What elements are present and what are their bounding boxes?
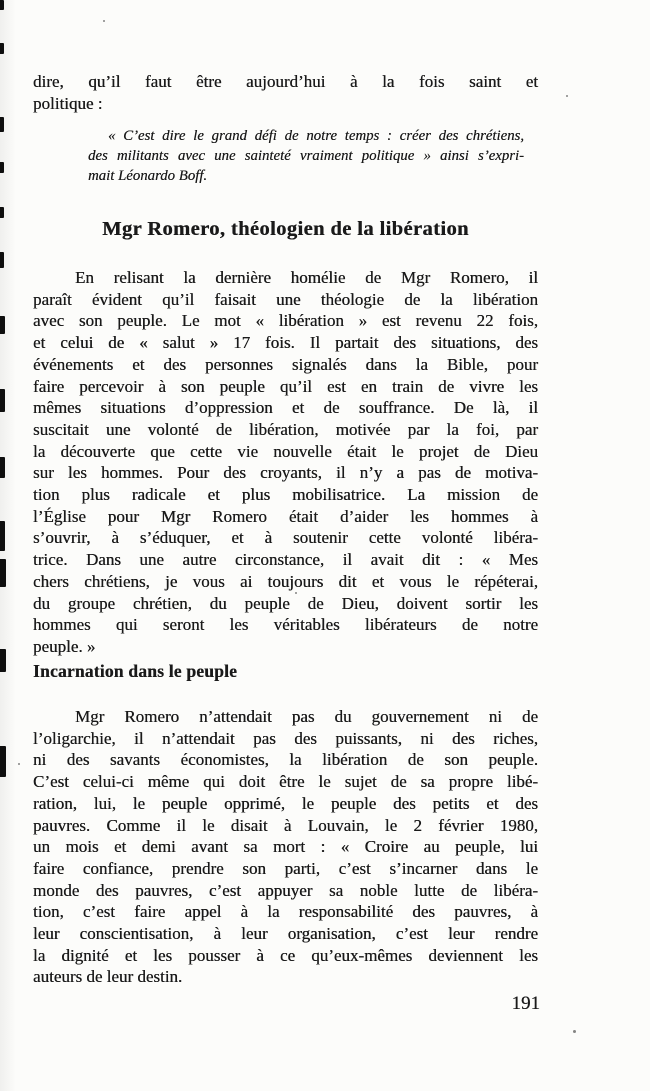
- text-line: avec son peuple. Le mot « libération » est revenu 22 fois,: [33, 311, 538, 331]
- binding-mark: [0, 457, 5, 478]
- text-line: et celui de « salut » 17 fois. Il partait des situations, des: [33, 333, 538, 353]
- text-line: peuple. »: [33, 636, 96, 656]
- binding-mark: [0, 0, 4, 10]
- text-line: trice. Dans une autre circonstance, il avait dit : « Mes: [33, 550, 538, 570]
- text-line: sur les hommes. Pour des croyants, il n’y a pas de motiva-: [33, 463, 538, 483]
- subsection-heading: Incarnation dans le peuple: [33, 661, 238, 681]
- text-line: C’est celui-ci même qui doit être le sujet de sa propre libé-: [33, 772, 538, 792]
- text-line: la découverte que cette vie nouvelle était le projet de Dieu: [33, 441, 538, 461]
- text-line: un mois et demi avant sa mort : « Croire au peuple, lui: [33, 837, 538, 857]
- text-line: faire confiance, prendre son parti, c’est s’incarner dans le: [33, 858, 538, 878]
- text-line: du groupe chrétien, du peuple de Dieu, doivent sortir les: [33, 593, 538, 613]
- text-line: s’ouvrir, à s’éduquer, et à soutenir cette volonté libéra-: [33, 528, 538, 548]
- text-line: hommes qui seront les véritables libérateurs de notre: [33, 615, 538, 635]
- binding-mark: [0, 746, 6, 777]
- scan-speck: [573, 1030, 576, 1033]
- scan-speck: [295, 592, 297, 594]
- paragraph-theologie: [33, 267, 538, 658]
- binding-mark: [0, 162, 4, 173]
- binding-mark: [0, 117, 4, 132]
- text-line: ni des savants économistes, la libération de son peuple.: [33, 750, 538, 770]
- section-heading: Mgr Romero, théologien de la libération: [102, 218, 469, 240]
- binding-mark: [0, 207, 4, 218]
- text-line: pauvres. Comme il le disait à Louvain, le 2 février 1980,: [33, 815, 538, 835]
- text-line: tion plus radicale et plus mobilisatrice. La mission de: [33, 485, 538, 505]
- binding-mark: [0, 649, 6, 672]
- scan-speck: [566, 95, 568, 97]
- text-line: En relisant la dernière homélie de Mgr Romero, il: [75, 268, 538, 287]
- text-line: des militants avec une sainteté vraiment politique » ainsi s’expri-: [88, 148, 524, 165]
- block-quote: [88, 126, 524, 187]
- text-line: ration, lui, le peuple opprimé, le peuple des petits et des: [33, 793, 538, 813]
- text-line: dire, qu’il faut être aujourd’hui à la fois saint et: [33, 72, 538, 91]
- text-line: « C’est dire le grand défi de notre temps : créer des chrétiens,: [108, 128, 524, 144]
- text-line: la dignité et les pousser à ce qu’eux-mêmes deviennent les: [33, 945, 538, 965]
- text-line: Mgr Romero n’attendait pas du gouvernement ni de: [75, 707, 538, 726]
- text-line: chers chrétiens, je vous ai toujours dit et vous le répéterai,: [33, 571, 538, 591]
- text-line: paraît évident qu’il faisait une théologie de la libération: [33, 289, 538, 309]
- paragraph-incarnation: [33, 706, 538, 988]
- binding-mark: [0, 389, 5, 412]
- binding-mark: [0, 252, 4, 268]
- text-line: mêmes situations d’oppression et de souffrance. De là, il: [33, 398, 538, 418]
- text-line: mait Léonardo Boff.: [88, 168, 208, 185]
- text-line: auteurs de leur destin.: [33, 967, 183, 987]
- scan-speck: [103, 20, 105, 22]
- text-line: l’oligarchie, il n’attendait pas des puissants, ni des riches,: [33, 728, 538, 748]
- binding-mark: [0, 43, 4, 54]
- binding-mark: [0, 559, 6, 587]
- paragraph-continuation: [33, 71, 538, 114]
- text-line: l’Église pour Mgr Romero était d’aider les hommes à: [33, 506, 538, 526]
- text-line: tion, c’est faire appel à la responsabilité des pauvres, à: [33, 902, 538, 922]
- page-number: 191: [511, 993, 540, 1014]
- text-line: faire percevoir à son peuple qu’il est en train de vivre les: [33, 376, 538, 396]
- text-line: suscitait une volonté de libération, motivée par la foi, par: [33, 419, 538, 439]
- text-line: politique :: [33, 93, 103, 113]
- scan-speck: [18, 763, 20, 765]
- text-line: événements et des personnes signalés dans la Bible, pour: [33, 354, 538, 374]
- text-line: monde des pauvres, c’est appuyer sa noble lutte de libéra-: [33, 880, 538, 900]
- binding-mark: [0, 521, 5, 551]
- text-line: leur conscientisation, à leur organisation, c’est leur rendre: [33, 924, 538, 944]
- binding-mark: [0, 316, 5, 334]
